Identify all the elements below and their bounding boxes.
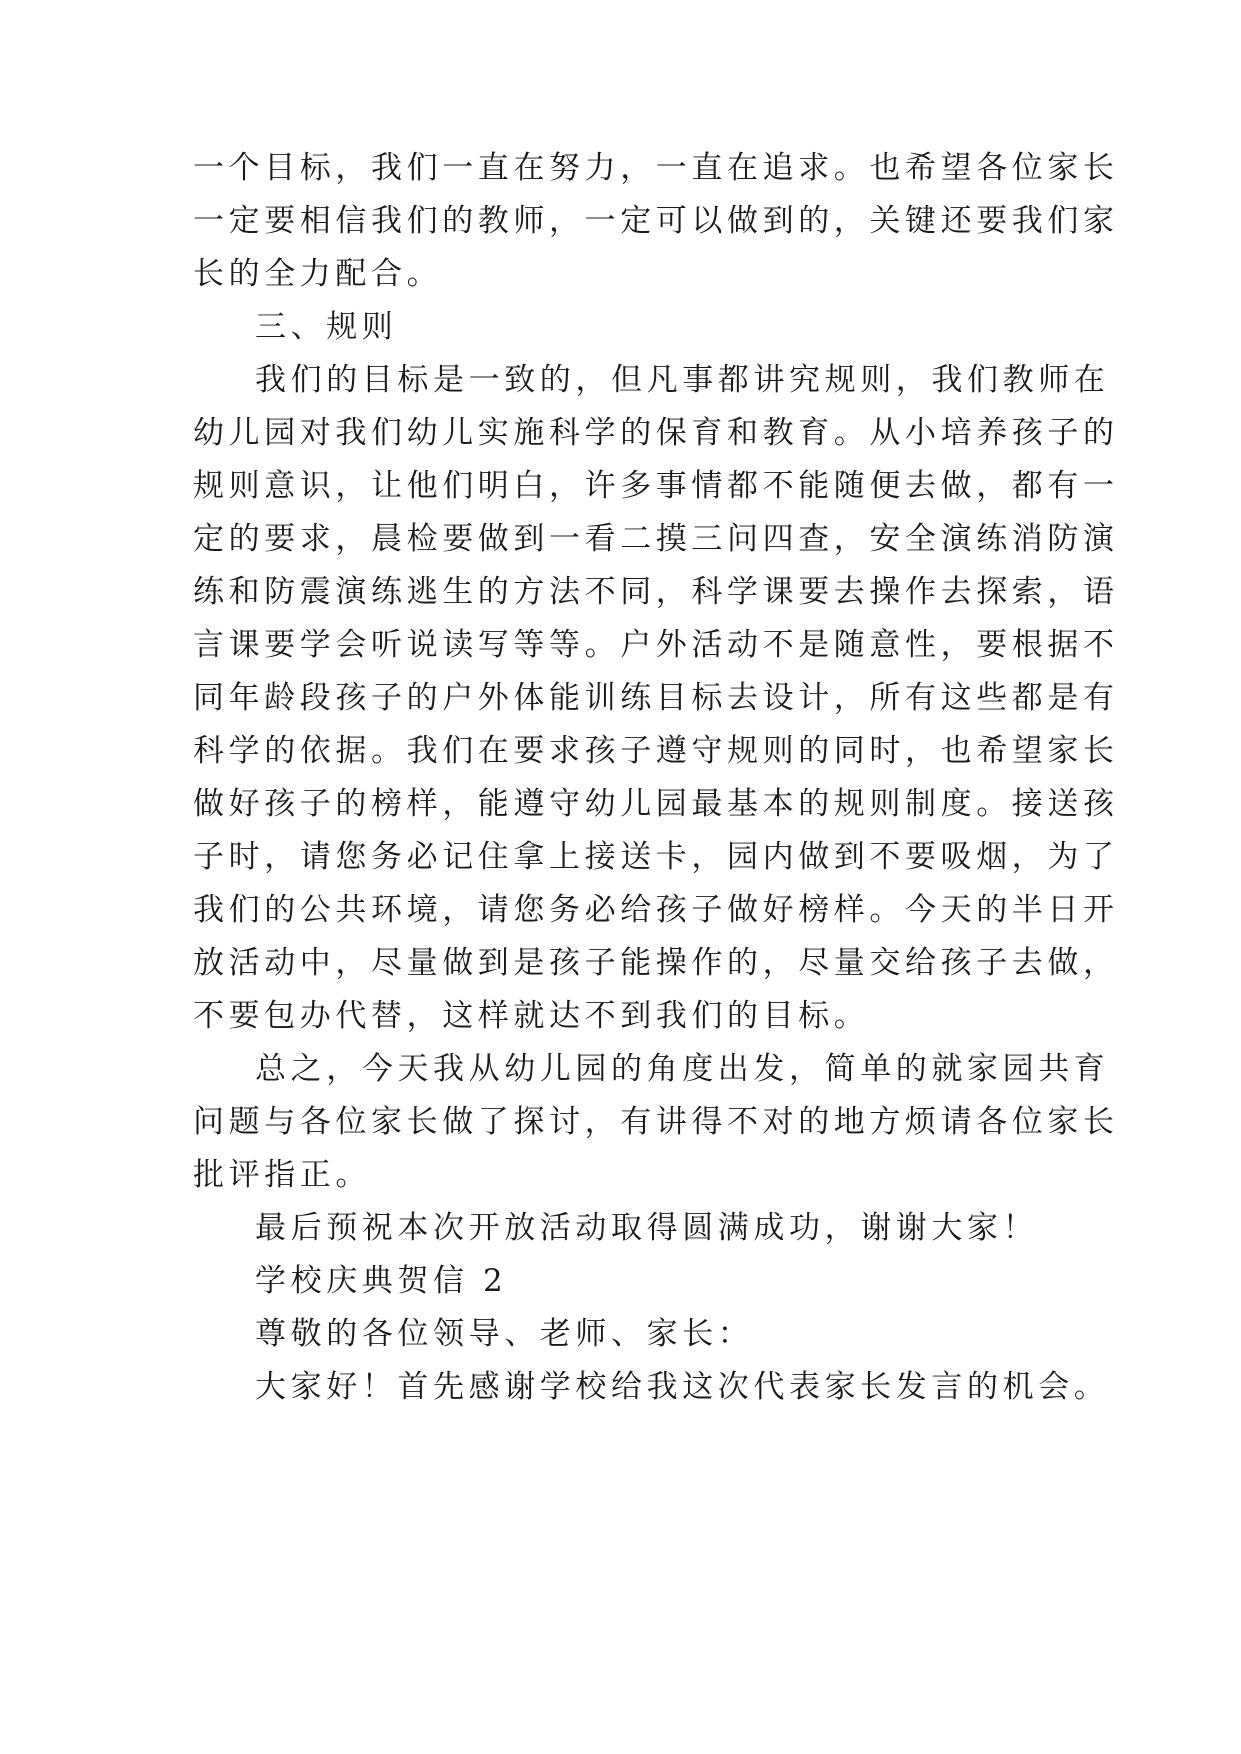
text-line: 问题与各位家长做了探讨，有讲得不对的地方烦请各位家长 — [193, 1104, 1119, 1140]
text-line: 一定要相信我们的教师，一定可以做到的，关键还要我们家 — [193, 203, 1119, 239]
text-line: 做好孩子的榜样，能遵守幼儿园最基本的规则制度。接送孩 — [193, 786, 1119, 822]
section-heading: 三、规则 — [255, 309, 398, 345]
text-line: 我们的目标是一致的，但凡事都讲究规则，我们教师在 — [255, 362, 1110, 398]
text-line: 一个目标，我们一直在努力，一直在追求。也希望各位家长 — [193, 150, 1119, 186]
text-line: 科学的依据。我们在要求孩子遵守规则的同时，也希望家长 — [193, 733, 1119, 769]
text-line: 同年龄段孩子的户外体能训练目标去设计，所有这些都是有 — [193, 680, 1119, 716]
text-line: 大家好！首先感谢学校给我这次代表家长发言的机会。 — [255, 1369, 1110, 1405]
text-line: 不要包办代替，这样就达不到我们的目标。 — [193, 998, 870, 1034]
text-line: 批评指正。 — [193, 1157, 371, 1193]
text-line: 规则意识，让他们明白，许多事情都不能随便去做，都有一 — [193, 468, 1119, 504]
text-line: 放活动中，尽量做到是孩子能操作的，尽量交给孩子去做， — [193, 945, 1119, 981]
letter-title: 学校庆典贺信 2 — [255, 1263, 508, 1299]
text-line: 言课要学会听说读写等等。户外活动不是随意性，要根据不 — [193, 627, 1119, 663]
text-line: 长的全力配合。 — [193, 256, 443, 292]
text-line: 练和防震演练逃生的方法不同，科学课要去操作去探索，语 — [193, 574, 1119, 610]
text-line: 子时，请您务必记住拿上接送卡，园内做到不要吸烟，为了 — [193, 839, 1119, 875]
text-line: 幼儿园对我们幼儿实施科学的保育和教育。从小培养孩子的 — [193, 415, 1119, 451]
text-line: 我们的公共环境，请您务必给孩子做好榜样。今天的半日开 — [193, 892, 1119, 928]
text-line: 总之，今天我从幼儿园的角度出发，简单的就家园共育 — [255, 1051, 1110, 1087]
text-line: 最后预祝本次开放活动取得圆满成功，谢谢大家！ — [255, 1210, 1039, 1246]
text-line: 定的要求，晨检要做到一看二摸三问四查，安全演练消防演 — [193, 521, 1119, 557]
salutation: 尊敬的各位领导、老师、家长： — [255, 1316, 754, 1352]
